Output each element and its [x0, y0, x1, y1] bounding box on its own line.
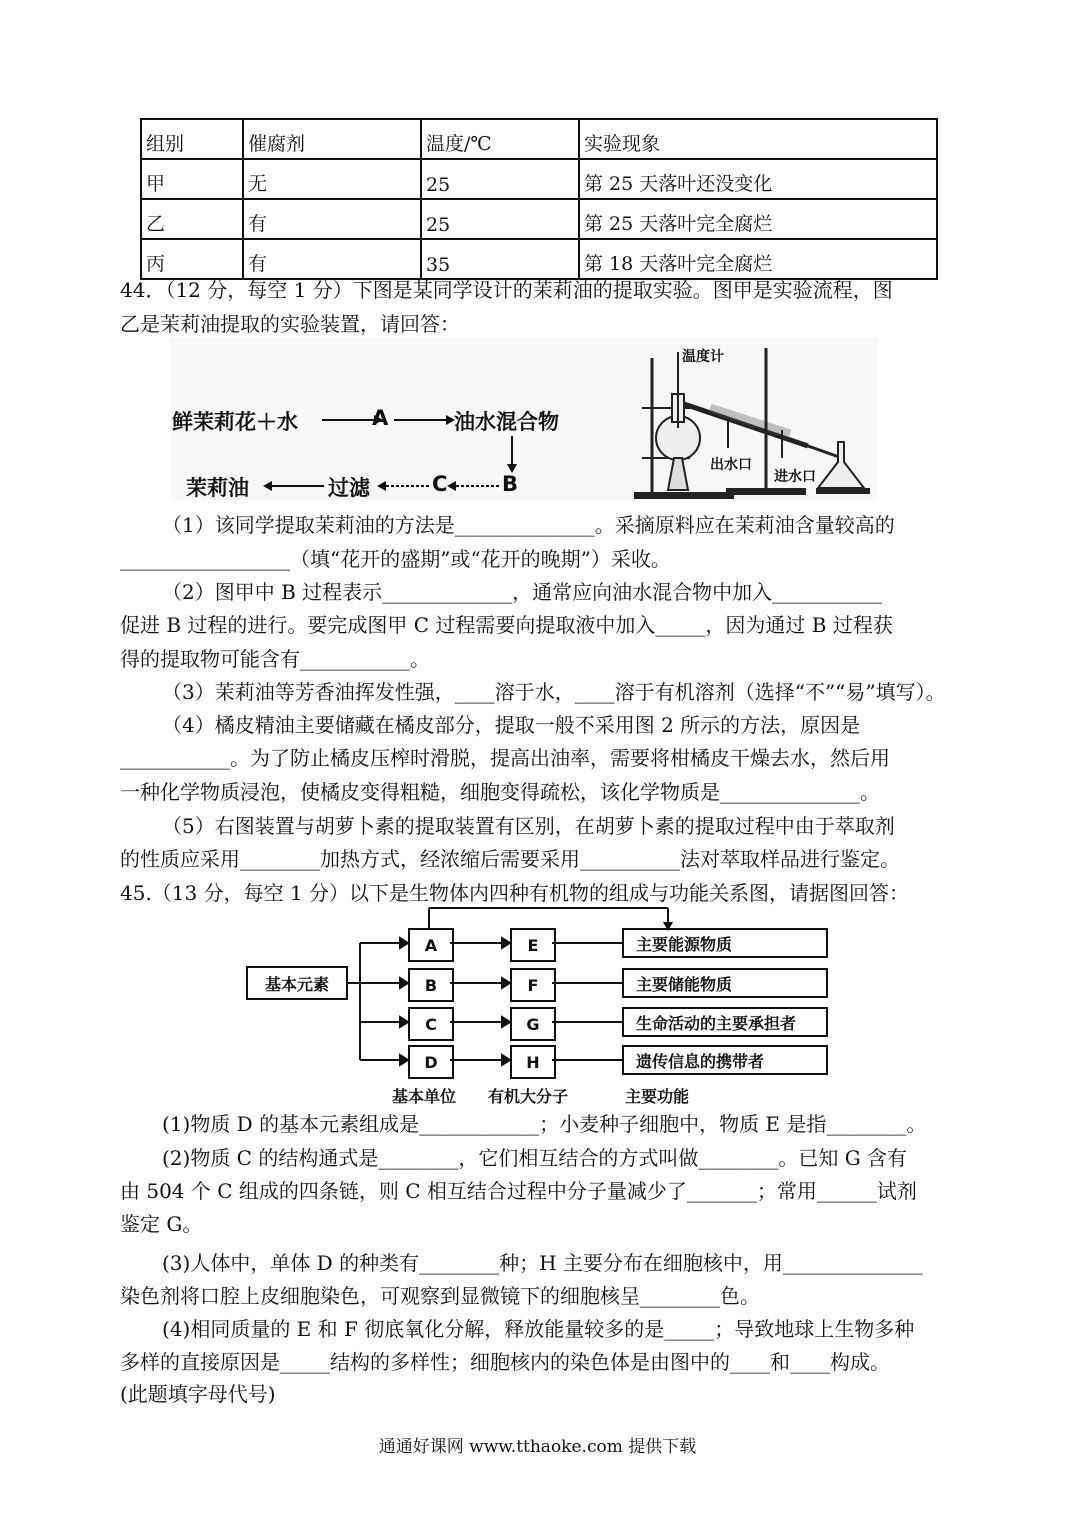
water-outlet-label: 出水口 — [710, 457, 752, 473]
q45-item-line: (3)人体中，单体 D 的种类有________种；H 主要分布在细胞核中，用______________ — [162, 1251, 923, 1275]
table-header-row — [141, 119, 937, 159]
q45-item-line: 染色剂将口腔上皮细胞染色，可观察到显微镜下的细胞核呈________色。 — [120, 1284, 760, 1308]
table-cell: 丙 — [141, 239, 243, 279]
table-cell: 有 — [243, 239, 421, 279]
q44-item-line: （4）橘皮精油主要储藏在橘皮部分，提取一般不采用图 2 所示的方法，原因是 — [162, 713, 861, 737]
water-inlet-label: 进水口 — [774, 469, 816, 485]
unit-box-c: C — [408, 1007, 454, 1041]
unit-box-a: A — [408, 928, 454, 962]
arrow-left-icon — [376, 476, 432, 496]
table-cell: 第 25 天落叶还没变化 — [579, 159, 937, 199]
table-cell: 有 — [243, 199, 421, 239]
q45-title: 45.（13 分，每空 1 分）以下是生物体内四种有机物的组成与功能关系图，请据图回答： — [120, 881, 910, 905]
arrow-right-icon — [392, 410, 456, 430]
flow-start: 鲜茉莉花＋水 — [172, 410, 298, 434]
q44-item-line: （5）右图装置与胡萝卜素的提取装置有区别，在胡萝卜素的提取过程中由于萃取剂 — [162, 814, 895, 838]
table-cell: 无 — [243, 159, 421, 199]
flow-oil: 茉莉油 — [186, 476, 249, 500]
macro-box-h: H — [510, 1045, 556, 1079]
function-box: 主要能源物质 — [622, 928, 828, 958]
root-elements-box: 基本元素 — [246, 966, 348, 1000]
q44-item-line: （2）图甲中 B 过程表示_____________，通常应向油水混合物中加入___________ — [162, 580, 883, 604]
col-label-units: 基本单位 — [392, 1087, 457, 1106]
page-footer: 通通好课网 www.tthaoke.com 提供下载 — [378, 1437, 697, 1457]
macro-box-e: E — [510, 928, 556, 962]
q44-item-line: 得的提取物可能含有___________。 — [120, 647, 430, 671]
arrow-left-icon — [262, 476, 326, 496]
q44-item-line: （3）茉莉油等芳香油挥发性强，____溶于水，____溶于有机溶剂（选择“不”“易”填写）。 — [162, 680, 946, 704]
q45-item-line: (4)相同质量的 E 和 F 彻底氧化分解，释放能量较多的是_____；导致地球上生物多种 — [162, 1317, 915, 1341]
table-header-cell: 实验现象 — [579, 119, 937, 159]
function-box: 生命活动的主要承担者 — [622, 1007, 828, 1037]
unit-box-b: B — [408, 968, 454, 1002]
arrow-down-icon — [502, 434, 522, 474]
col-label-macros: 有机大分子 — [488, 1087, 569, 1106]
table-cell: 第 18 天落叶完全腐烂 — [579, 239, 937, 279]
macro-box-f: F — [510, 968, 556, 1002]
unit-box-d: D — [408, 1045, 454, 1079]
table-row — [141, 199, 937, 239]
q45-item-line: (2)物质 C 的结构通式是________，它们相互结合的方式叫做________。已知 G 含有 — [162, 1146, 908, 1170]
q44-item-line: 的性质应采用________加热方式，经浓缩后需要采用__________法对萃取样品进行鉴定。 — [120, 847, 900, 871]
q45-item-line: (1)物质 D 的基本元素组成是____________；小麦种子细胞中，物质 E 是指________。 — [162, 1112, 927, 1136]
table-cell: 乙 — [141, 199, 243, 239]
extraction-figure — [170, 338, 878, 500]
flow-b: B — [502, 472, 519, 496]
q45-item-line: 多样的直接原因是_____结构的多样性；细胞核内的染色体是由图中的____和____构成。 — [120, 1350, 890, 1374]
flow-a: A — [372, 406, 389, 430]
table-cell: 25 — [421, 159, 579, 199]
arrow-left-icon — [446, 476, 502, 496]
table-cell: 35 — [421, 239, 579, 279]
q44-item-line: 促进 B 过程的进行。要完成图甲 C 过程需要向提取液中加入_____，因为通过 B 过程获 — [120, 613, 893, 637]
function-box: 主要储能物质 — [622, 968, 828, 998]
q44-item-line: _________________（填“花开的盛期”或“花开的晚期”）采收。 — [120, 547, 671, 571]
col-label-functions: 主要功能 — [625, 1087, 690, 1106]
function-box: 遗传信息的携带者 — [622, 1045, 828, 1075]
flow-c: C — [432, 472, 448, 496]
table-cell: 甲 — [141, 159, 243, 199]
macro-box-g: G — [510, 1007, 556, 1041]
table-cell: 第 25 天落叶完全腐烂 — [579, 199, 937, 239]
table-cell: 25 — [421, 199, 579, 239]
q44-title-line1: 44．（12 分，每空 1 分）下图是某同学设计的茉莉油的提取实验。图甲是实验流程，图 — [120, 278, 893, 302]
q45-item-line: 由 504 个 C 组成的四条链，则 C 相互结合过程中分子量减少了_______；常用______试剂 — [120, 1179, 917, 1203]
thermometer-label: 温度计 — [682, 349, 724, 365]
q44-title-line2: 乙是茉莉油提取的实验装置，请回答： — [120, 312, 460, 336]
table-header-cell: 组别 — [141, 119, 243, 159]
q45-item-line: (此题填字母代号) — [120, 1382, 276, 1406]
q44-item-line: 一种化学物质浸泡，使橘皮变得粗糙，细胞变得疏松，该化学物质是______________。 — [120, 780, 880, 804]
table-row — [141, 159, 937, 199]
flow-filter: 过滤 — [328, 476, 370, 500]
q44-item-line: （1）该同学提取茉莉油的方法是______________。采摘原料应在茉莉油含量较高的 — [162, 513, 895, 537]
table-header-cell: 催腐剂 — [243, 119, 421, 159]
table-row — [141, 239, 937, 279]
flow-mixture: 油水混合物 — [454, 410, 559, 434]
q45-item-line: 鉴定 G。 — [120, 1212, 203, 1236]
experiment-table — [140, 118, 938, 280]
distillation-apparatus-icon — [630, 338, 878, 500]
table-header-cell: 温度/℃ — [421, 119, 579, 159]
q44-item-line: ___________。为了防止橘皮压榨时滑脱，提高出油率，需要将柑橘皮干燥去水，然后用 — [120, 746, 890, 770]
